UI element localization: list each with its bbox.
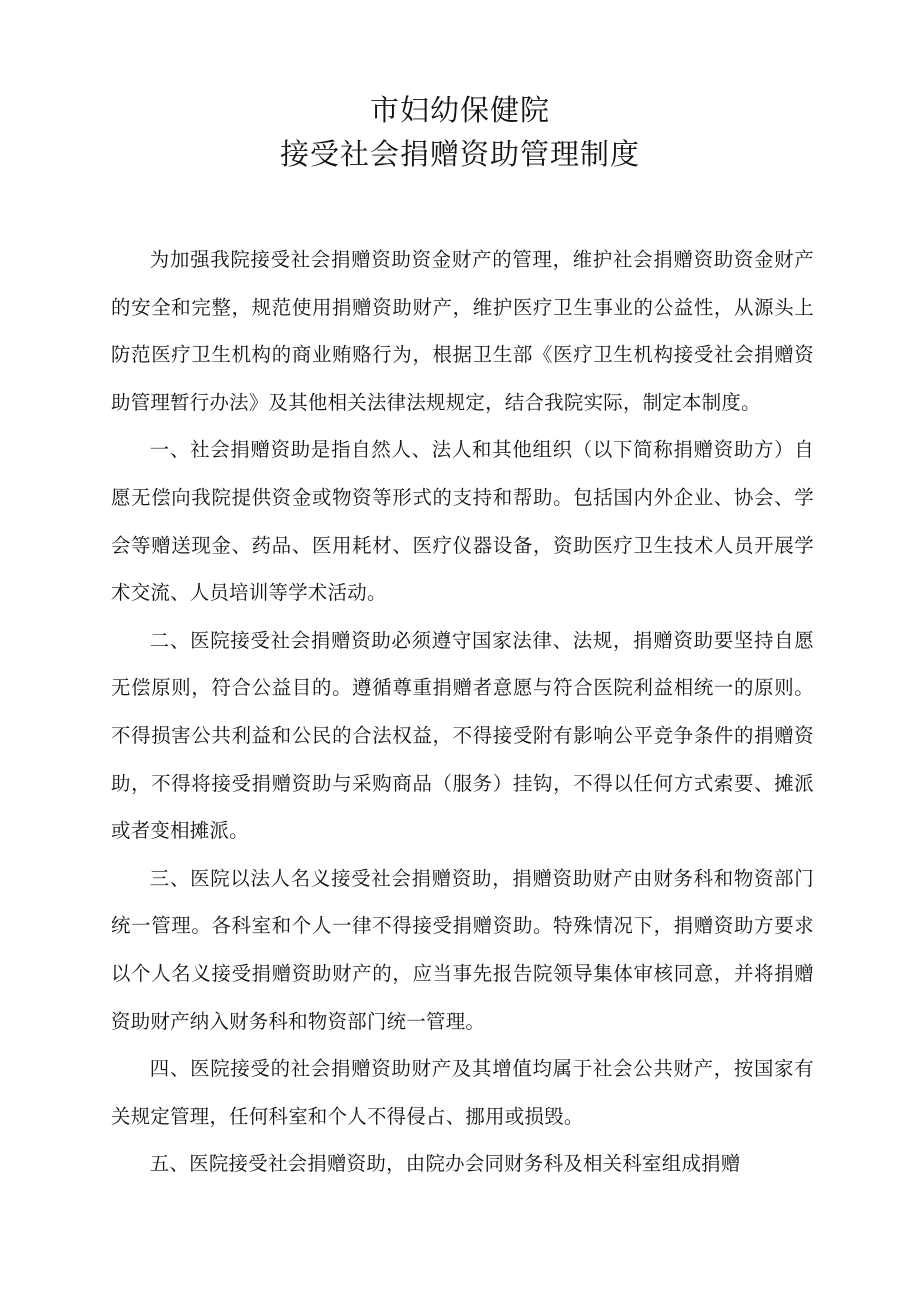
title-hospital-name: 市妇幼保健院 [369, 93, 550, 127]
paragraph-intro: 为加强我院接受社会捐赠资助资金财产的管理，维护社会捐赠资助资金财产的安全和完整，规范使用捐赠资助财产，维护医疗卫生事业的公益性，从源头上防范医疗卫生机构的商业贿赂行为，根据卫生部《医疗卫生机构接受社会捐赠资助管理暂行办法》及其他相关法律法规规定，结合我院实际，制定本制度。 [111, 248, 814, 414]
paragraph-article-1: 一、社会捐赠资助是指自然人、法人和其他组织（以下简称捐赠资助方）自愿无偿向我院提供资金或物资等形式的支持和帮助。包括国内外企业、协会、学会等赠送现金、药品、医用耗材、医疗仪器设备，资助医疗卫生技术人员开展学术交流、人员培训等学术活动。 [111, 438, 814, 605]
title-regulation-name: 接受社会捐赠资助管理制度 [279, 137, 640, 171]
document-body [111, 236, 814, 1188]
paragraph-article-3: 三、医院以法人名义接受社会捐赠资助，捐赠资助财产由财务科和物资部门统一管理。各科室和个人一律不得接受捐赠资助。特殊情况下，捐赠资助方要求以个人名义接受捐赠资助财产的，应当事先报告院领导集体审核同意，并将捐赠资助财产纳入财务科和物资部门统一管理。 [111, 866, 814, 1033]
paragraph-article-5: 五、医院接受社会捐赠资助，由院办会同财务科及相关科室组成捐赠 [149, 1152, 741, 1176]
document-title [0, 88, 920, 176]
paragraph-article-2: 二、医院接受社会捐赠资助必须遵守国家法律、法规，捐赠资助要坚持自愿无偿原则，符合公益目的。遵循尊重捐赠者意愿与符合医院利益相统一的原则。不得损害公共利益和公民的合法权益，不得接受附有影响公平竞争条件的捐赠资助，不得将接受捐赠资助与采购商品（服务）挂钩，不得以任何方式索要、摊派或者变相摊派。 [111, 628, 814, 843]
paragraph-article-4: 四、医院接受的社会捐赠资助财产及其增值均属于社会公共财产，按国家有关规定管理，任何科室和个人不得侵占、挪用或损毁。 [111, 1057, 814, 1128]
